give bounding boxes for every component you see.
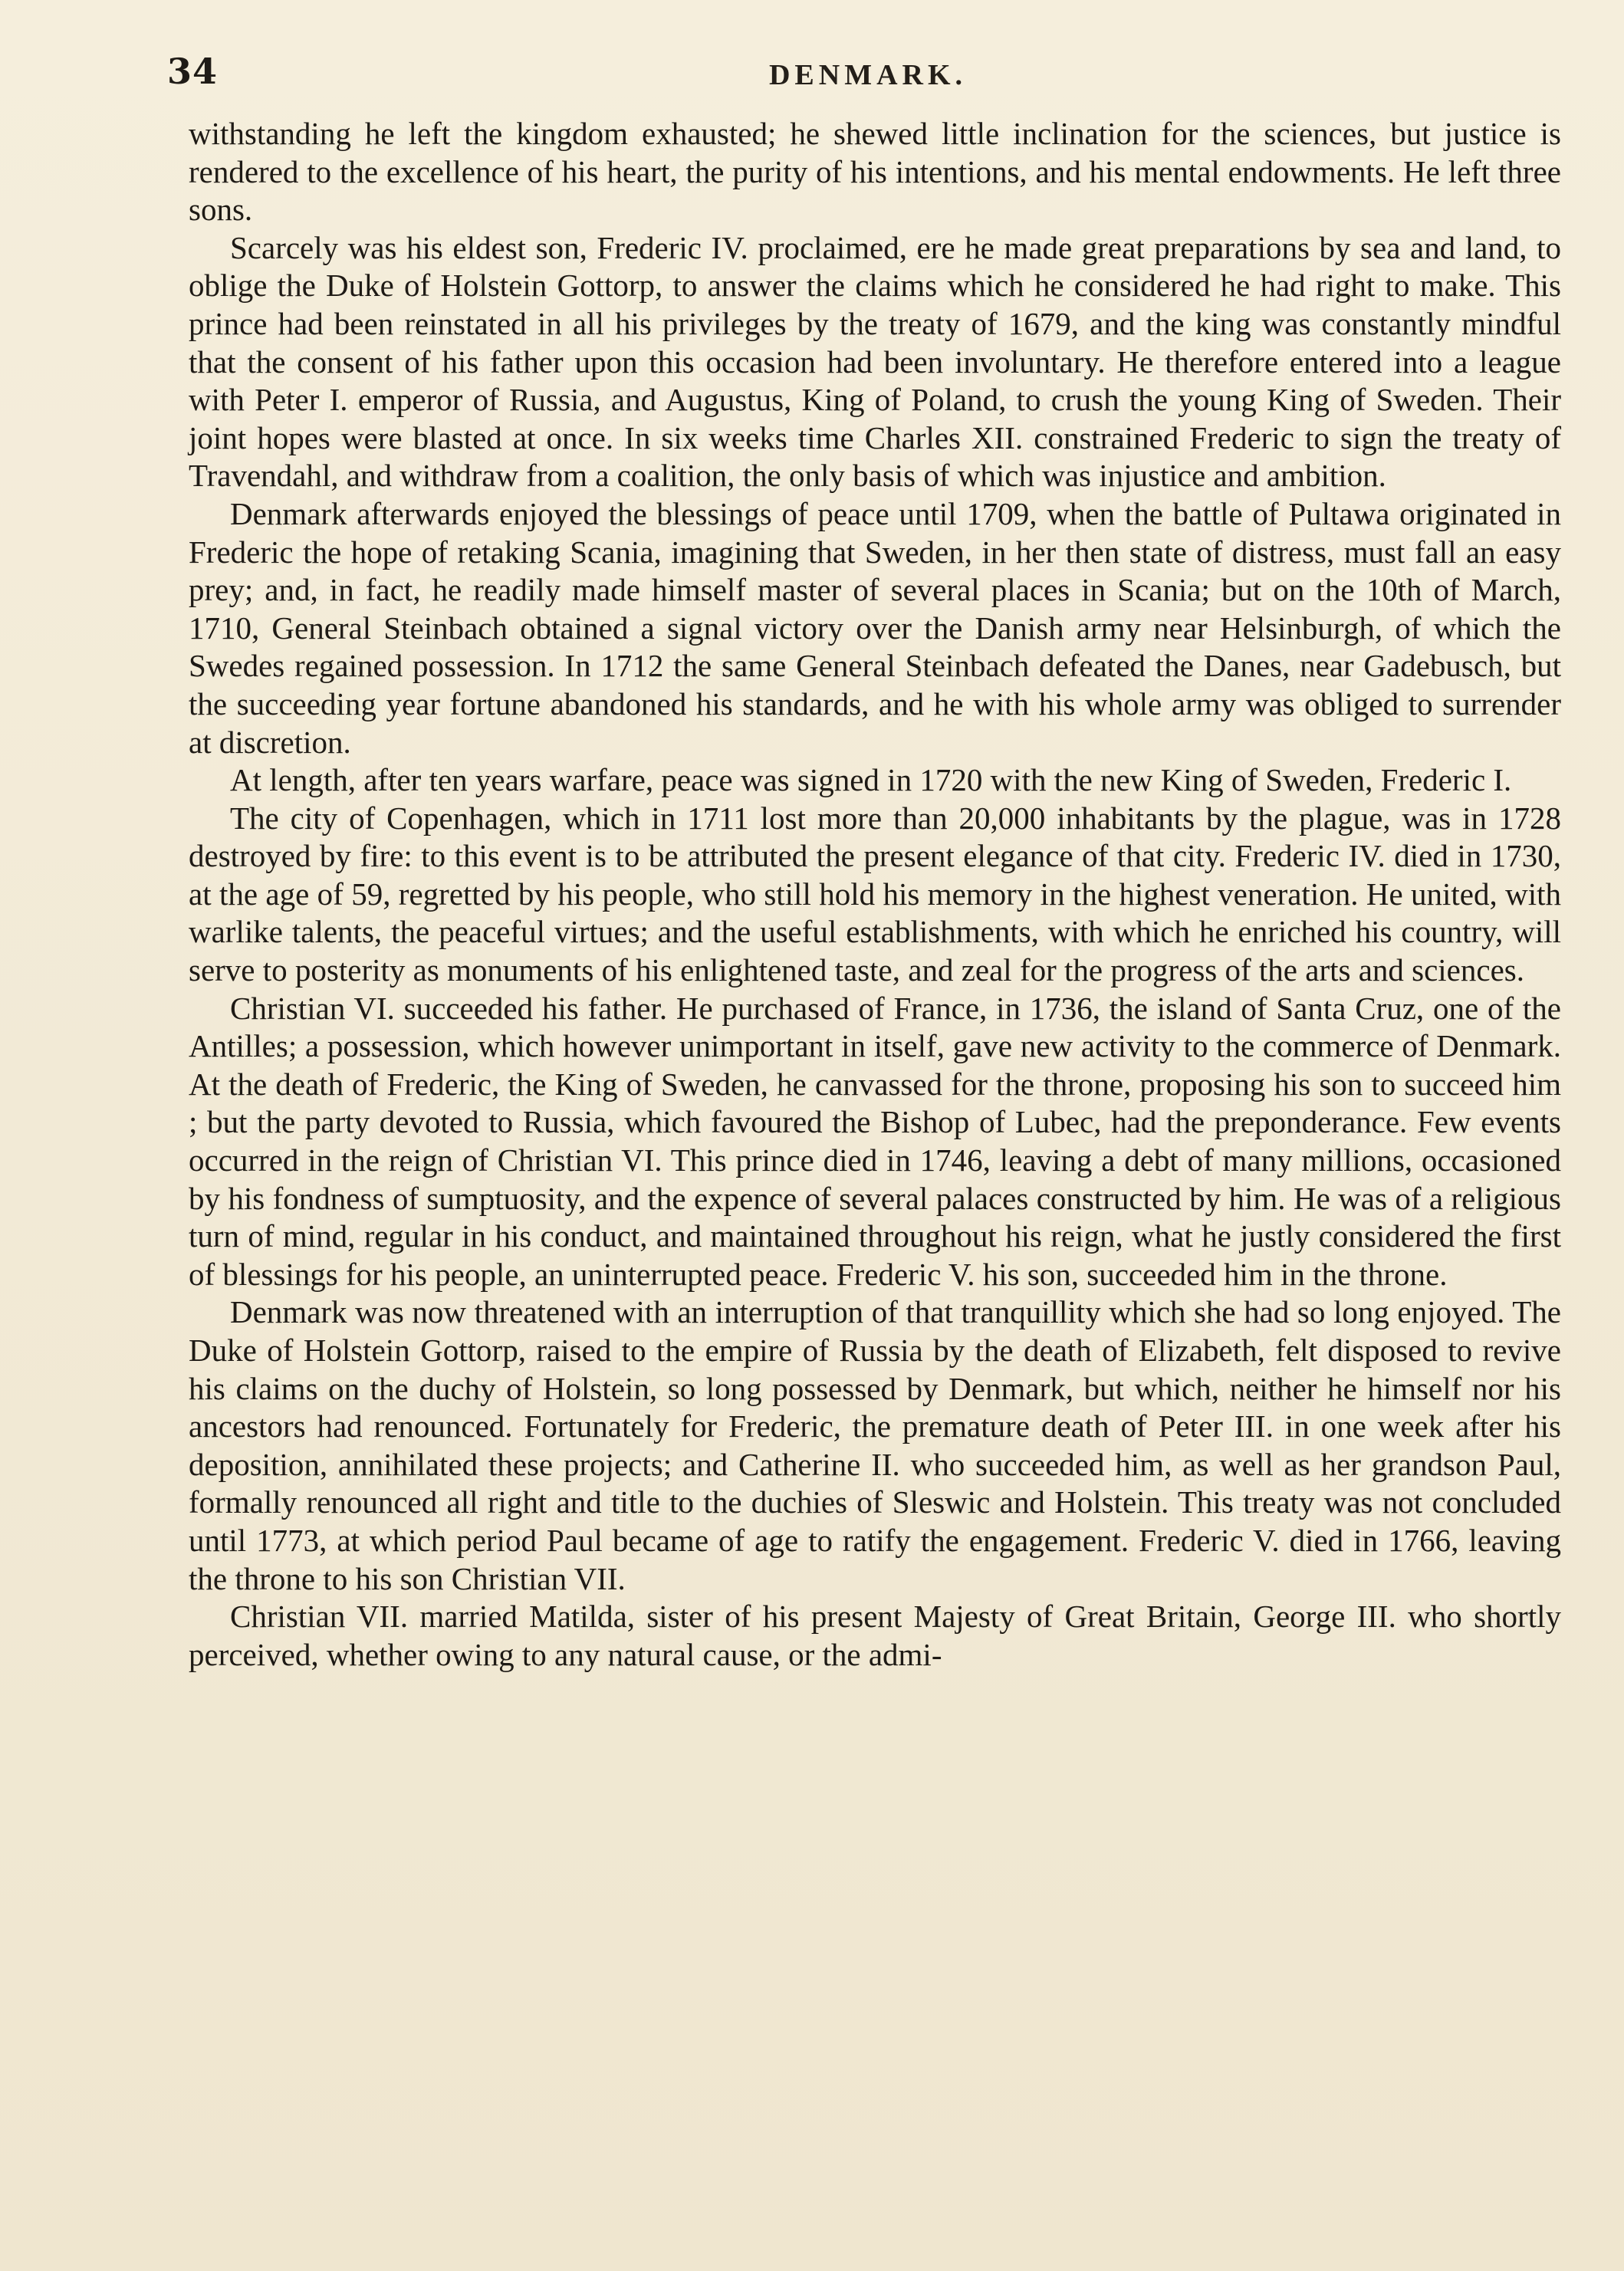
paragraph-2: Scarcely was his eldest son, Frederic IV. proclaimed, ere he made great preparations by sea and land, to oblige the Duke of Holstein Gottorp, to answer the claims which he considered he had right to make. This prince had been reinstated in all his privileges by the treaty of 1679, and the king was constantly mindful that the consent of his father upon this occasion had been involuntary. He therefore entered into a league with Peter I. emperor of Russia, and Augustus, King of Poland, to crush the young King of Sweden. Their joint hopes were blasted at once. In six weeks time Charles XII. constrained Frederic to sign the treaty of Travendahl, and withdraw from a coalition, the only basis of which was injustice and ambition.	[189, 229, 1561, 494]
page-header	[167, 51, 1569, 104]
paragraph-3: Denmark afterwards enjoyed the blessings of peace until 1709, when the battle of Pultawa originated in Frederic the hope of retaking Scania, imagining that Sweden, in her then state of distress, must fall an easy prey; and, in fact, he readily made himself master of several places in Scania; but on the 10th of March, 1710, General Steinbach obtained a signal victory over the Danish army near Helsinburgh, of which the Swedes regained possession. In 1712 the same General Steinbach defeated the Danes, near Gadebusch, but the succeeding year fortune abandoned his standards, and he with his whole army was obliged to surrender at discretion.	[189, 495, 1561, 760]
body-text	[189, 115, 1561, 1674]
paragraph-8: Christian VII. married Matilda, sister of his present Majesty of Great Britain, George III. who shortly perceived, whether owing to any natural cause, or the admi-	[189, 1599, 1561, 1672]
paragraph-4: At length, after ten years warfare, peace was signed in 1720 with the new King of Sweden, Frederic I.	[230, 762, 1512, 798]
paragraph-6: Christian VI. succeeded his father. He purchased of France, in 1736, the island of Santa Cruz, one of the Antilles; a possession, which however unimportant in itself, gave new activity to the commerce of Denmark. At the death of Frederic, the King of Sweden, he canvassed for the throne, proposing his son to succeed him ; but the party devoted to Russia, which favoured the Bishop of Lubec, had the preponderance. Few events occurred in the reign of Christian VI. This prince died in 1746, leaving a debt of many millions, occasioned by his fondness of sumptuosity, and the expence of several palaces constructed by him. He was of a religious turn of mind, regular in his conduct, and maintained throughout his reign, what he justly considered the first of blessings for his people, an uninterrupted peace. Frederic V. his son, succeeded him in the throne.	[189, 990, 1561, 1292]
paragraph-7: Denmark was now threatened with an interruption of that tranquillity which she had so long enjoyed. The Duke of Holstein Gottorp, raised to the empire of Russia by the death of Elizabeth, felt disposed to revive his claims on the duchy of Holstein, so long possessed by Denmark, but which, neither he himself nor his ancestors had renounced. Fortunately for Frederic, the premature death of Peter III. in one week after his deposition, annihilated these projects; and Catherine II. who succeeded him, as well as her grandson Paul, formally renounced all right and title to the duchies of Sleswic and Holstein. This treaty was not concluded until 1773, at which period Paul became of age to ratify the engagement. Frederic V. died in 1766, leaving the throne to his son Christian VII.	[189, 1294, 1561, 1596]
running-title: DENMARK.	[768, 59, 968, 91]
paragraph-5: The city of Copenhagen, which in 1711 lost more than 20,000 inhabitants by the plague, was in 1728 destroyed by fire: to this event is to be attributed the present elegance of that city. Frederic IV. died in 1730, at the age of 59, regretted by his people, who still hold his memory in the highest veneration. He united, with warlike talents, the peaceful virtues; and the useful establishments, with which he enriched his country, will serve to posterity as monuments of his enlightened taste, and zeal for the progress of the arts and sciences.	[189, 800, 1561, 988]
paragraph-1: withstanding he left the kingdom exhausted; he shewed little inclination for the sciences, but justice is rendered to the excellence of his heart, the purity of his intentions, and his mental endowments. He left three sons.	[189, 116, 1561, 228]
page-number: 34	[167, 51, 219, 92]
